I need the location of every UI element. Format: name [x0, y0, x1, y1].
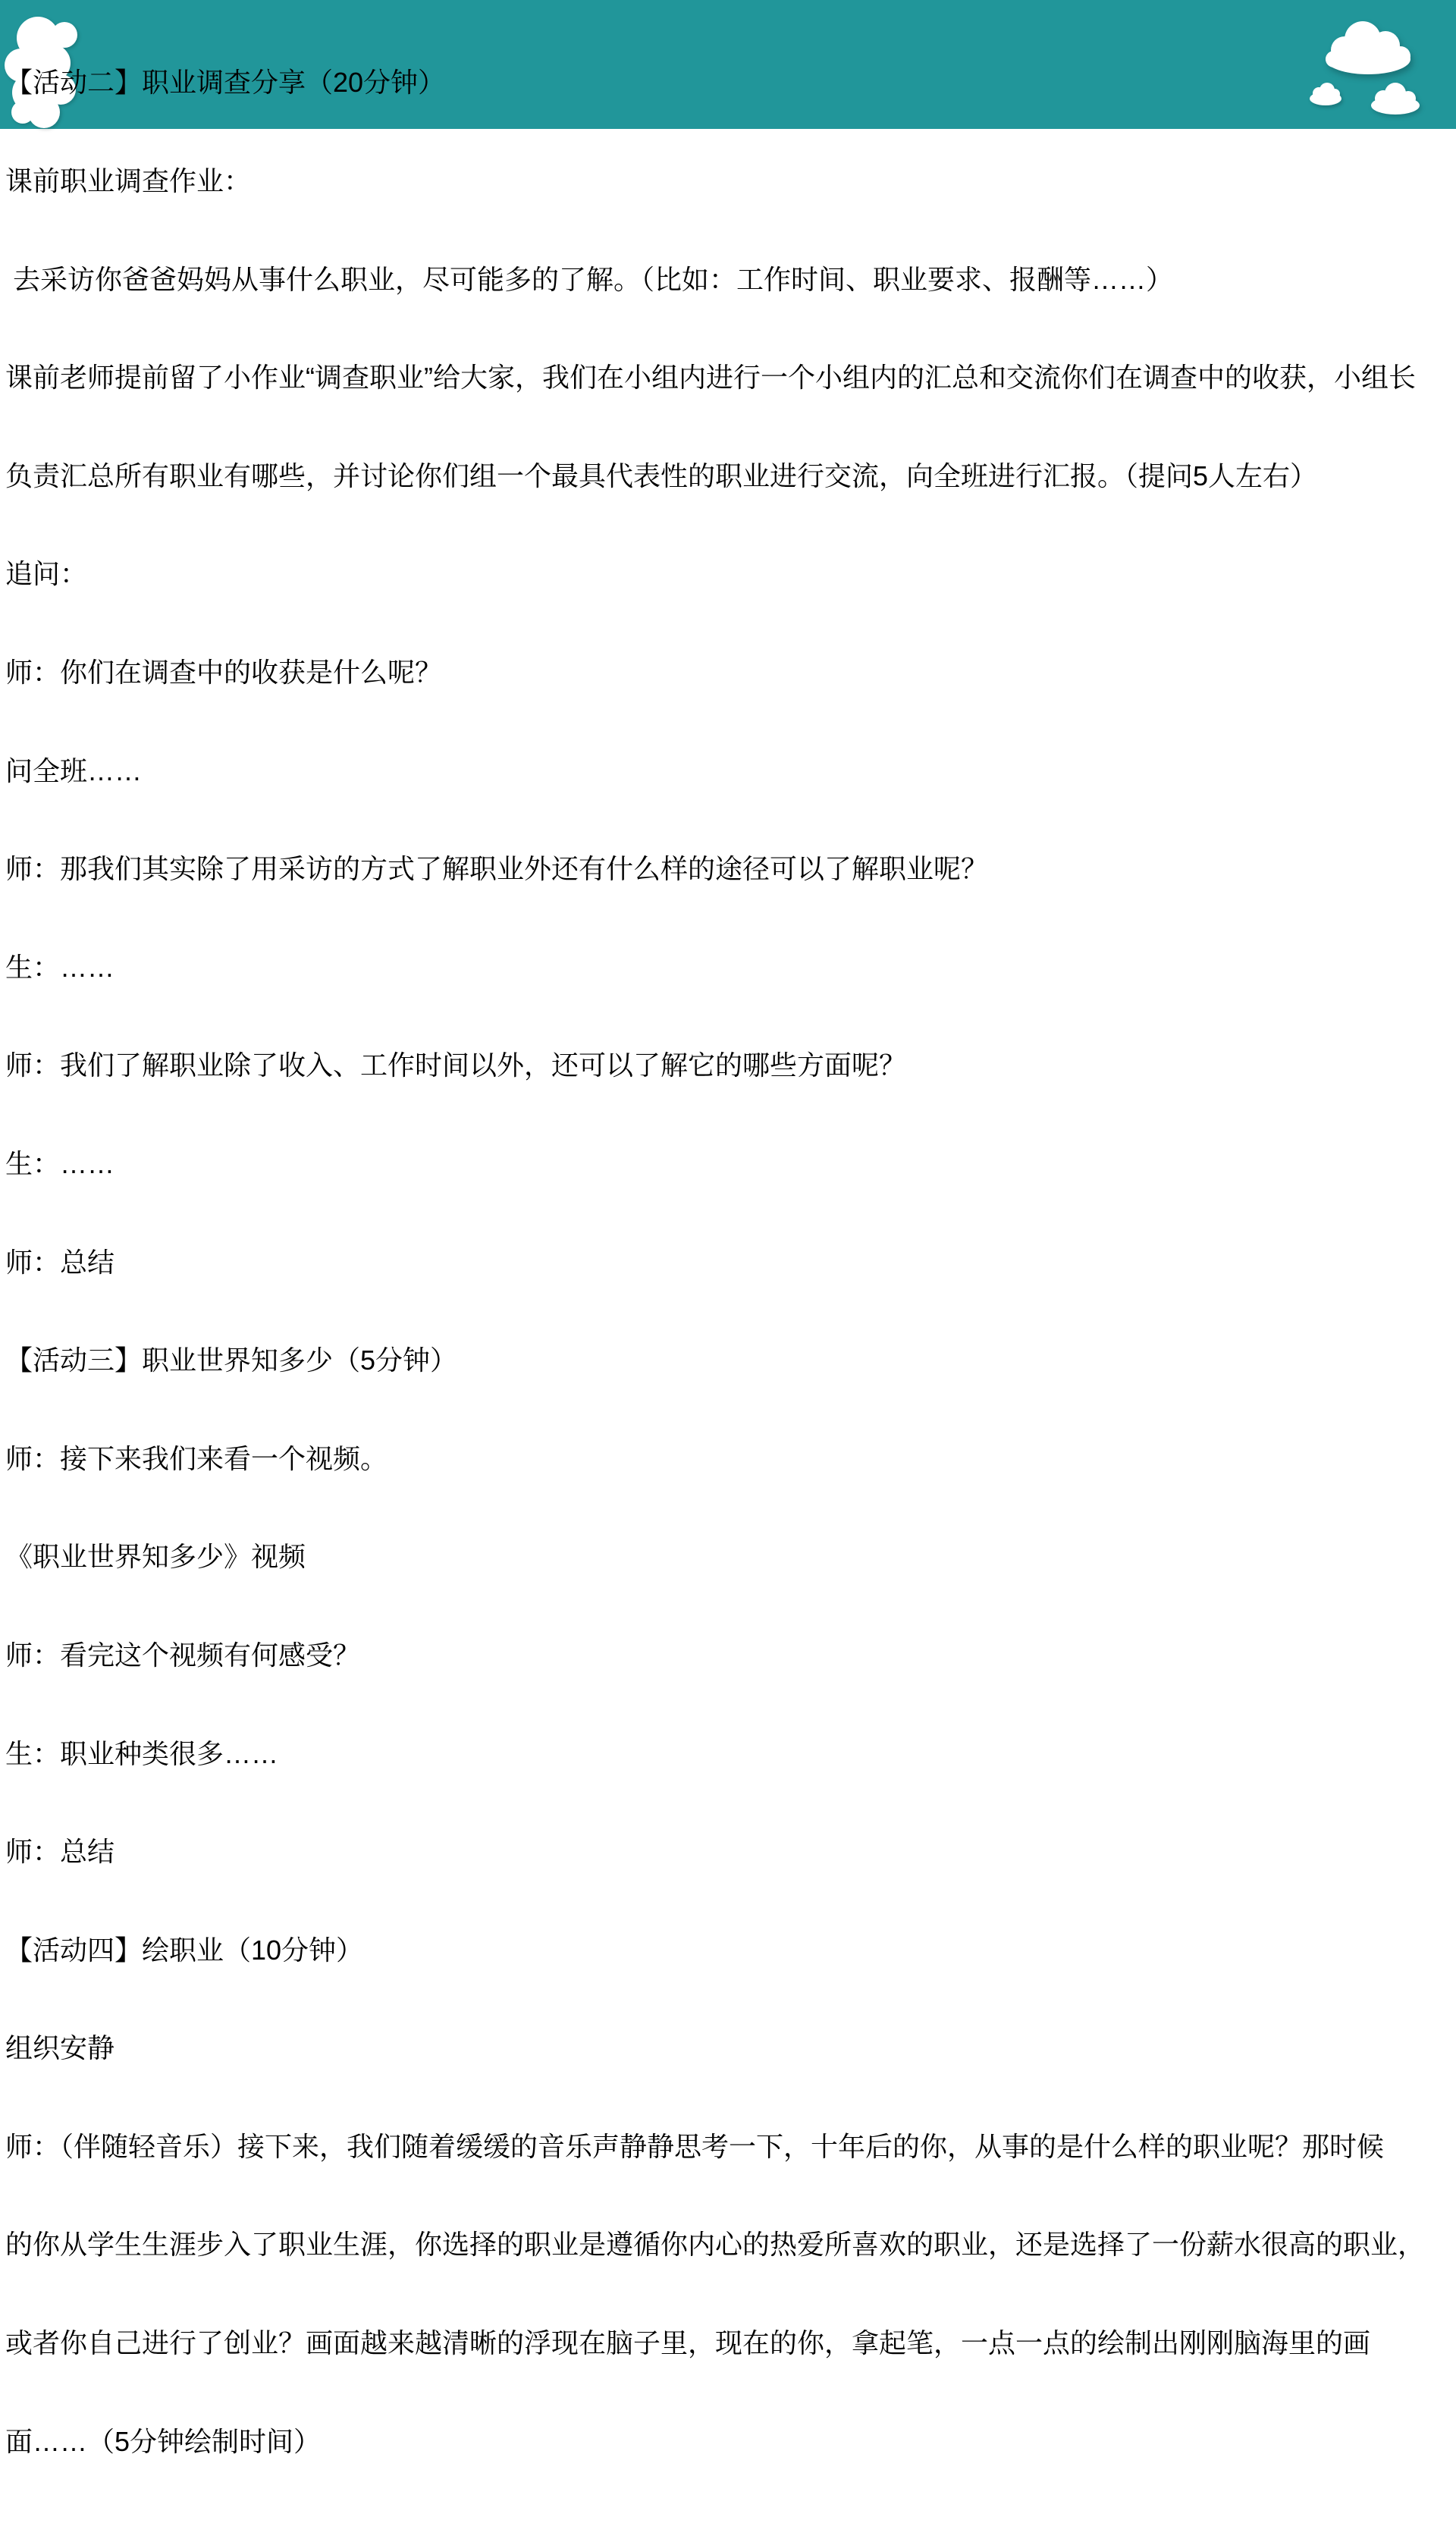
- text-line: 师：你们在调查中的收获是什么呢？: [5, 656, 443, 688]
- text-line: 课前职业调查作业：: [5, 165, 252, 196]
- text-line: 师：那我们其实除了用采访的方式了解职业外还有什么样的途径可以了解职业呢？: [5, 853, 989, 885]
- text-line: 或者你自己进行了创业？画面越来越清晰的浮现在脑子里，现在的你，拿起笔，一点一点的绘制出刚刚脑海里的画: [5, 2327, 1371, 2359]
- text-line: 生：……: [5, 1147, 115, 1179]
- text-line: 生：职业种类很多……: [5, 1737, 279, 1769]
- text-line: 生：……: [5, 951, 115, 983]
- text-line: 追问：: [5, 558, 88, 590]
- text-line: 面……（5分钟绘制时间）: [5, 2425, 322, 2457]
- text-line: 师：总结: [5, 1836, 115, 1868]
- text-line: 负责汇总所有职业有哪些，并讨论你们组一个最具代表性的职业进行交流，向全班进行汇报。（提问5人左右）: [5, 460, 1318, 491]
- text-line: 师：总结: [5, 1246, 115, 1278]
- text-line: 课前老师提前留了小作业“调查职业”给大家，我们在小组内进行一个小组内的汇总和交流你们在调查中的收获，小组长: [5, 362, 1416, 394]
- lesson-text-block: [5, 1, 1454, 2523]
- activity2-title: 【活动二】职业调查分享（20分钟）: [5, 67, 446, 99]
- text-line: 的你从学生生涯步入了职业生涯，你选择的职业是遵循你内心的热爱所喜欢的职业，还是选择了一份薪水很高的职业，: [5, 2229, 1426, 2261]
- text-line: 组织安静: [5, 2032, 115, 2064]
- text-line: 师：（伴随轻音乐）接下来，我们随着缓缓的音乐声静静思考一下，十年后的你，从事的是什么样的职业呢？那时候: [5, 2130, 1385, 2162]
- text-line: 《职业世界知多少》视频: [5, 1541, 306, 1573]
- activity4-title: 【活动四】绘职业（10分钟）: [5, 1934, 364, 1966]
- text-line: 师：接下来我们来看一个视频。: [5, 1442, 388, 1474]
- text-line: 师：看完这个视频有何感受？: [5, 1639, 361, 1671]
- text-line: 问全班……: [5, 755, 143, 786]
- text-line: 去采访你爸爸妈妈从事什么职业，尽可能多的了解。（比如：工作时间、职业要求、报酬等……）: [5, 263, 1174, 295]
- activity3-title: 【活动三】职业世界知多少（5分钟）: [5, 1345, 458, 1376]
- text-line: 师：我们了解职业除了收入、工作时间以外，还可以了解它的哪些方面呢？: [5, 1050, 907, 1081]
